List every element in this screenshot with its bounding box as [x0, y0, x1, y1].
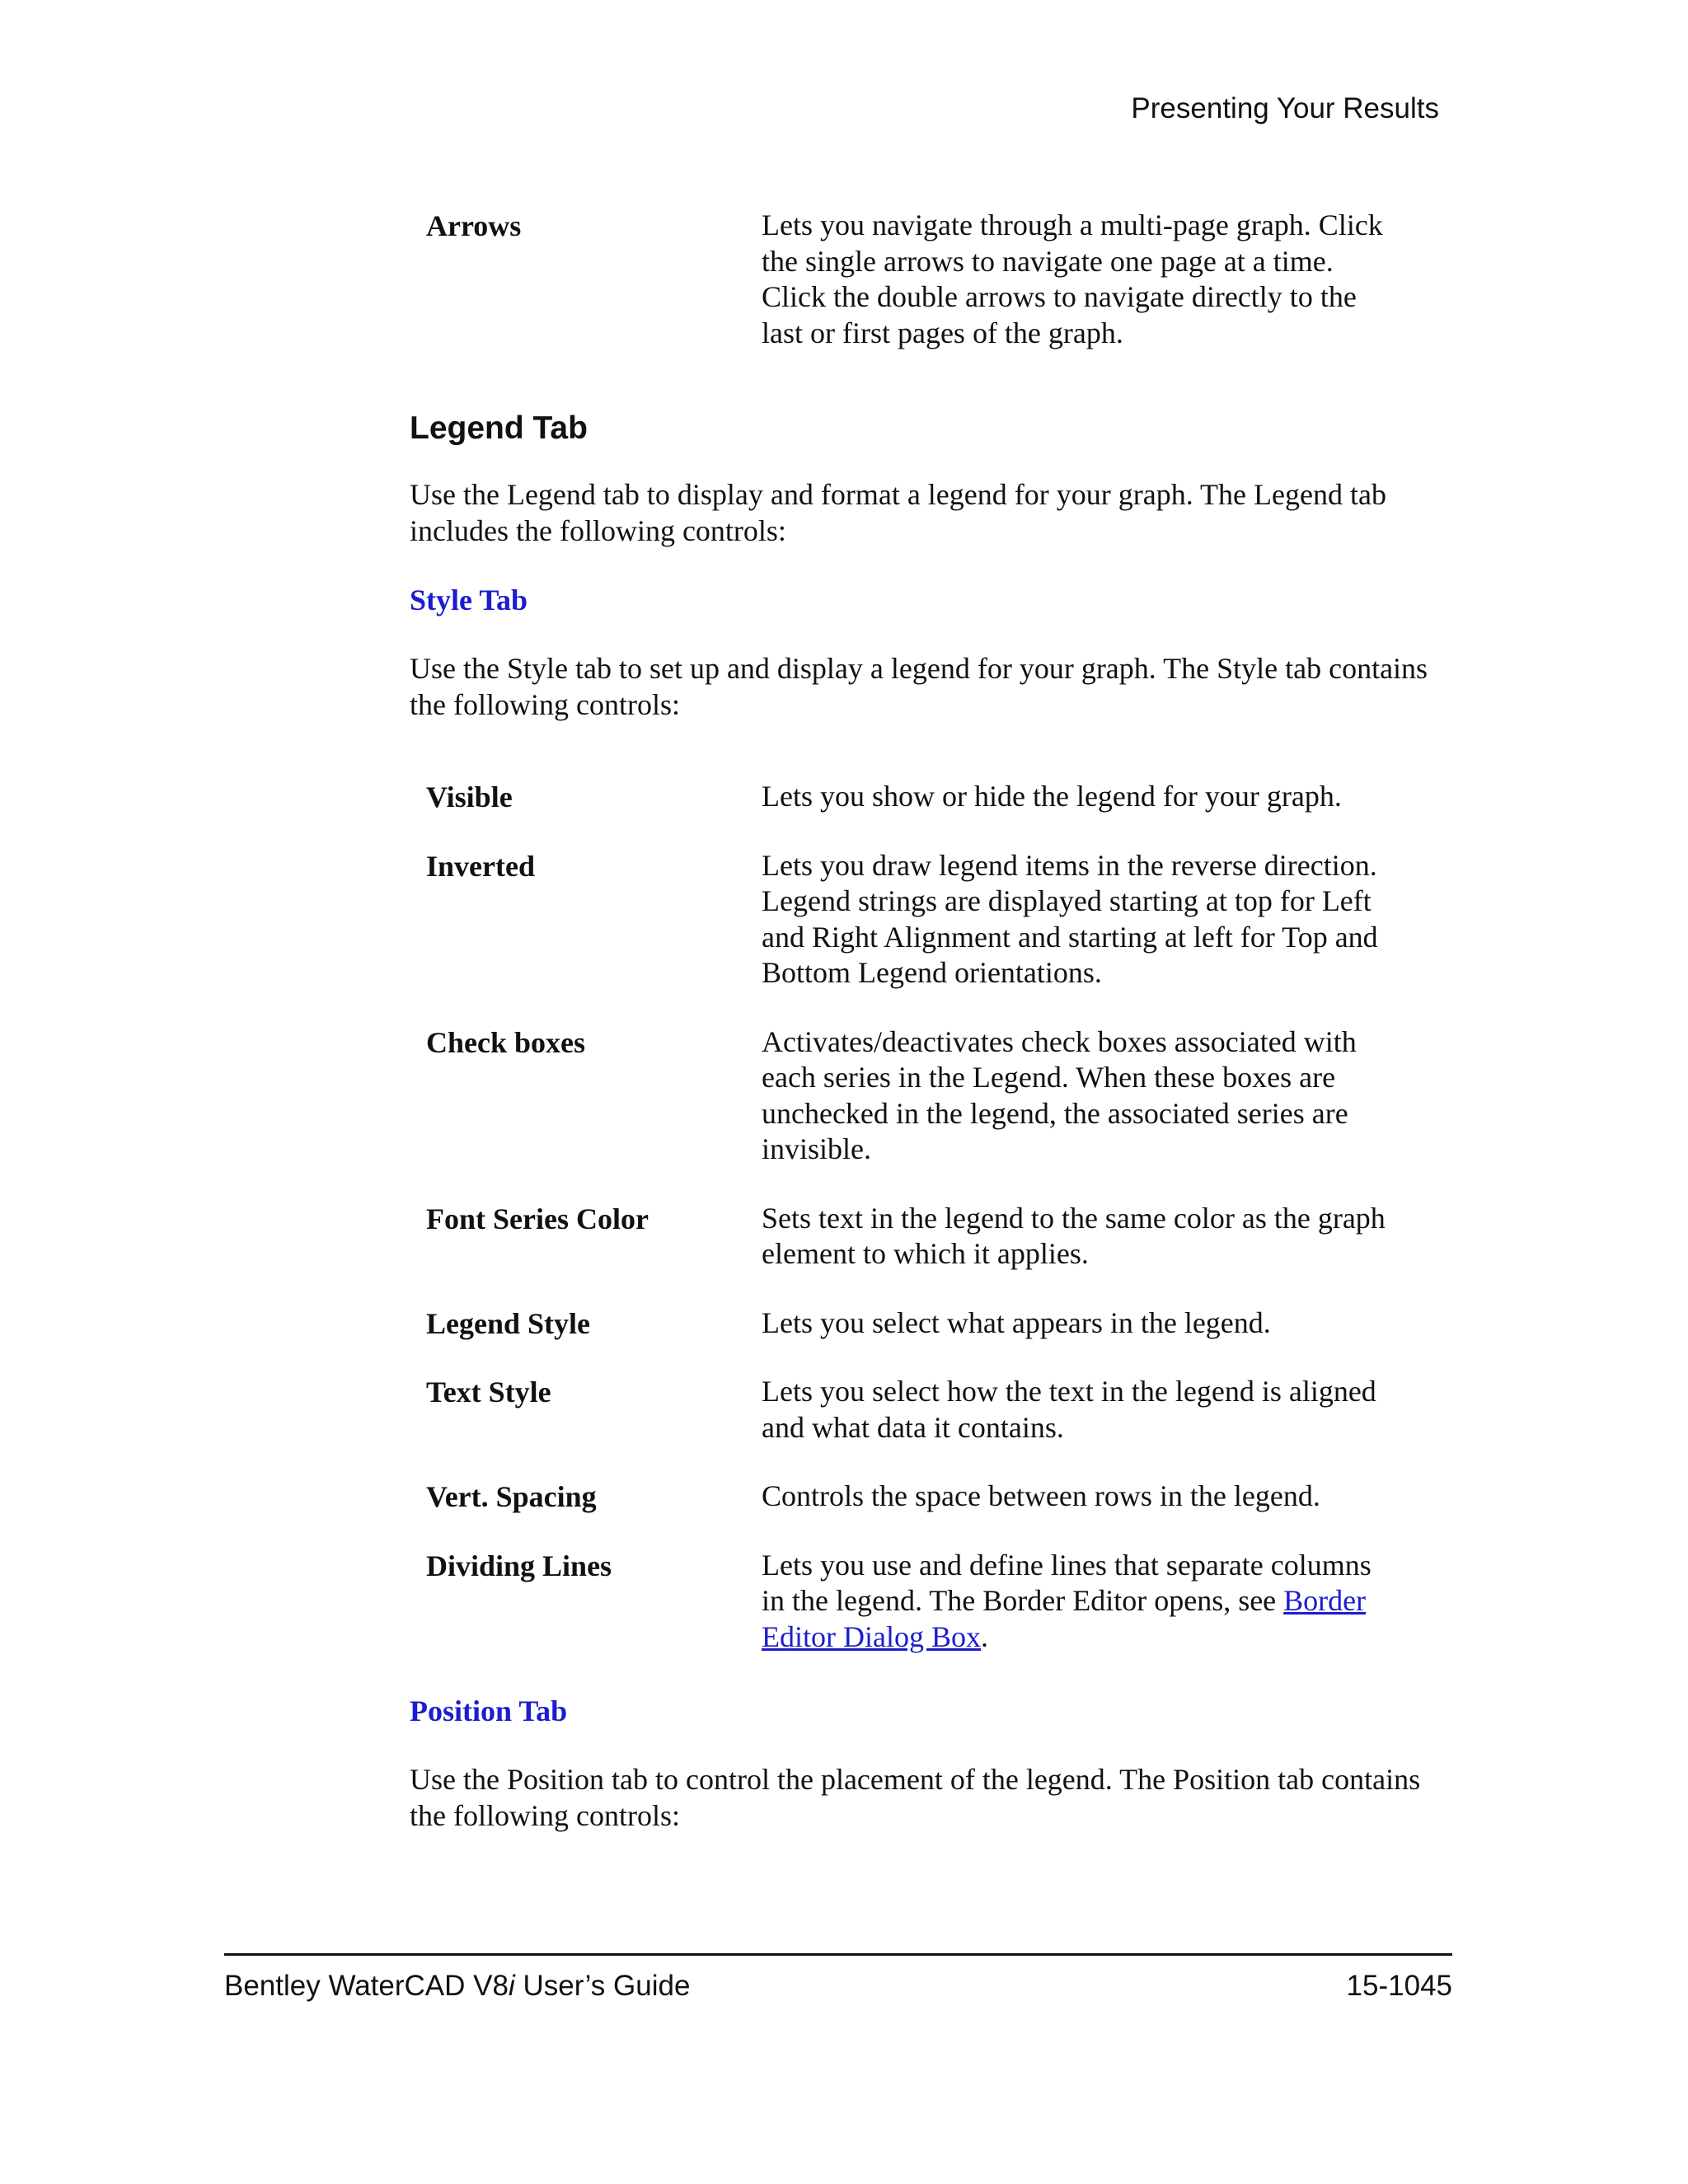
definition-description: Lets you select what appears in the legend.: [762, 1305, 1271, 1339]
definition-row: [426, 1374, 1473, 1446]
definition-term: Text Style: [426, 1376, 551, 1408]
definition-row: [426, 779, 1473, 815]
position-tab-intro: Use the Position tab to control the placement of the legend. The Position tab contains the following controls:: [410, 1763, 1421, 1832]
position-tab-heading: Position Tab: [410, 1694, 568, 1727]
definition-description-text: Lets you use and define lines that separate columns in the legend. The Border Editor opens, see: [762, 1548, 1372, 1617]
style-tab-intro: Use the Style tab to set up and display a legend for your graph. The Style tab contains the following controls:: [410, 652, 1428, 721]
style-tab-definitions: [426, 779, 1473, 1655]
legend-tab-intro: Use the Legend tab to display and format a legend for your graph. The Legend tab includes the following controls:: [410, 478, 1386, 547]
definition-term: Legend Style: [426, 1306, 591, 1340]
style-tab-heading: Style Tab: [410, 583, 528, 616]
definition-term: Check boxes: [426, 1025, 586, 1059]
definition-row: [426, 1548, 1473, 1656]
definition-term: Dividing Lines: [426, 1549, 612, 1582]
definition-term: Visible: [426, 780, 513, 813]
legend-tab-heading: Legend Tab: [410, 410, 588, 446]
definition-row: [426, 1479, 1473, 1515]
definition-description: Lets you show or hide the legend for your graph.: [762, 780, 1342, 813]
definition-description: Activates/deactivates check boxes associated with each series in the Legend. When these boxes are unchecked in the legend, the associated series are invisible.: [762, 1024, 1357, 1165]
definition-term: Vert. Spacing: [426, 1480, 597, 1513]
definition-row: [426, 1305, 1473, 1342]
definition-description: Lets you navigate through a multi-page graph. Click the single arrows to navigate one page at a time. Click the double arrows to navigate directly to the last or first pages of the graph.: [762, 209, 1383, 349]
definition-description: Controls the space between rows in the legend.: [762, 1479, 1320, 1512]
definition-row: [426, 1201, 1473, 1272]
definition-term: Inverted: [426, 849, 535, 883]
footer-page-number: 15-1045: [1346, 1970, 1452, 2002]
definition-description: Lets you draw legend items in the reverse direction. Legend strings are displayed starting at top for Left and Right Alignment and starting at left for Top and Bottom Legend orientations.: [762, 848, 1378, 989]
footer-title-suffix: User’s Guide: [514, 1970, 691, 2002]
definition-description: Sets text in the legend to the same color as the graph element to which it applies.: [762, 1201, 1386, 1270]
definition-row: [426, 208, 1473, 351]
arrows-definition: [426, 208, 1473, 351]
definition-term: Arrows: [426, 209, 522, 242]
footer-title-text: Bentley WaterCAD V8: [224, 1970, 509, 2002]
running-header: Presenting Your Results: [1131, 92, 1439, 124]
definition-description: Lets you select how the text in the legend is aligned and what data it contains.: [762, 1375, 1376, 1444]
definition-term: Font Series Color: [426, 1202, 649, 1235]
footer-title-italic: i: [508, 1970, 515, 2002]
footer-divider: [224, 1953, 1452, 1956]
definition-description-end: .: [980, 1619, 988, 1653]
border-editor-link[interactable]: Border Editor Dialog Box: [762, 1584, 1367, 1653]
definition-row: [426, 848, 1473, 991]
definition-description: [762, 1548, 1388, 1656]
footer-document-title: [224, 1966, 690, 2006]
definition-row: [426, 1024, 1473, 1168]
